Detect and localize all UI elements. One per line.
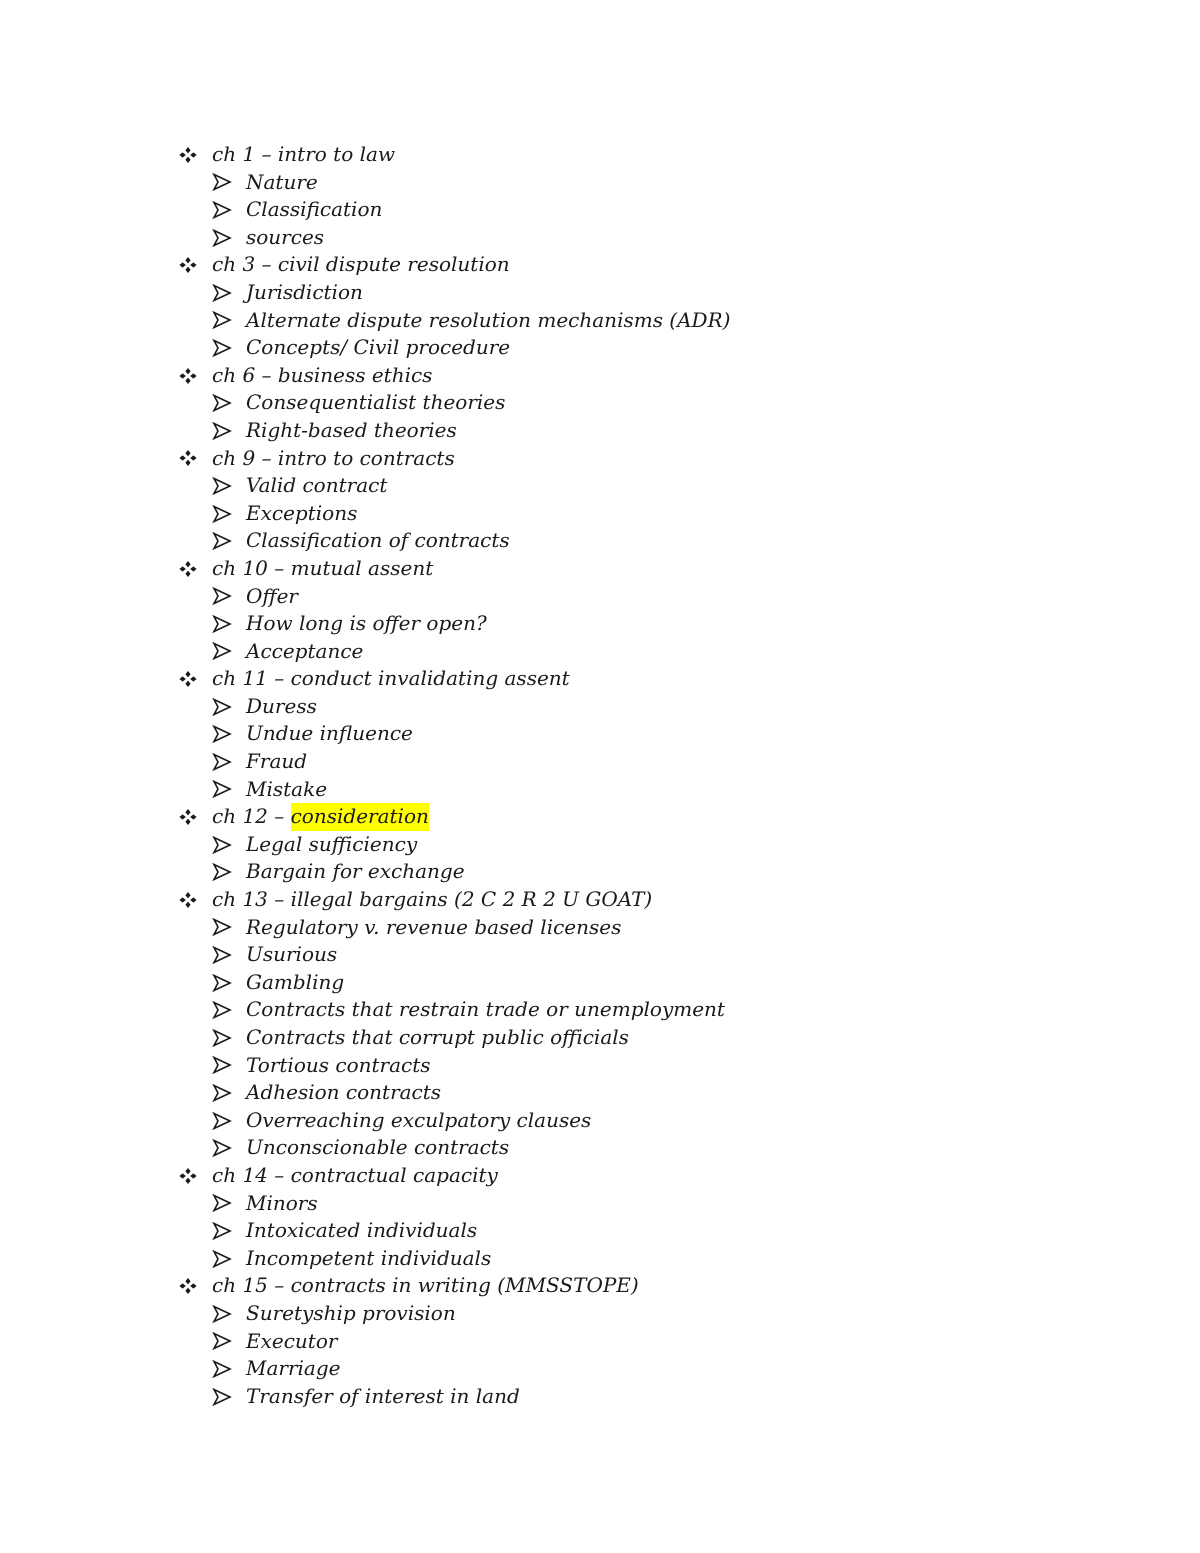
topic-label: Right-based theories [246,417,457,442]
arrowhead-bullet-icon [212,229,234,247]
topic-label: Regulatory v. revenue based licenses [246,914,622,939]
arrowhead-bullet-icon [212,173,234,191]
chapter-heading [178,1272,1078,1300]
topic-label: Classification [246,197,383,222]
arrowhead-bullet-icon [212,1139,234,1157]
four-diamond-bullet-icon [178,891,200,909]
topic-label: Usurious [246,942,338,967]
topic-item [178,693,1078,721]
chapter-heading [178,445,1078,473]
topic-item [178,279,1078,307]
topic-label: Undue influence [246,721,413,746]
chapter-title: ch 6 – business ethics [212,362,433,387]
arrowhead-bullet-icon [212,1388,234,1406]
arrowhead-bullet-icon [212,394,234,412]
topic-item [178,831,1078,859]
arrowhead-bullet-icon [212,477,234,495]
four-diamond-bullet-icon [178,449,200,467]
topic-item [178,941,1078,969]
topic-label: Mistake [246,776,328,801]
four-diamond-bullet-icon [178,1167,200,1185]
topic-item [178,1134,1078,1162]
arrowhead-bullet-icon [212,1084,234,1102]
topic-label: Valid contract [246,473,388,498]
topic-item [178,1079,1078,1107]
topic-label: Concepts/ Civil procedure [246,335,511,360]
topic-label: Tortious contracts [246,1052,431,1077]
chapter-heading [178,803,1078,831]
arrowhead-bullet-icon [212,1001,234,1019]
arrowhead-bullet-icon [212,1112,234,1130]
arrowhead-bullet-icon [212,284,234,302]
arrowhead-bullet-icon [212,1360,234,1378]
topic-label: Nature [246,169,318,194]
topic-item [178,417,1078,445]
arrowhead-bullet-icon [212,946,234,964]
topic-item [178,196,1078,224]
arrowhead-bullet-icon [212,339,234,357]
topic-label: Marriage [246,1356,341,1381]
topic-label: Minors [246,1190,318,1215]
four-diamond-bullet-icon [178,146,200,164]
arrowhead-bullet-icon [212,422,234,440]
topic-label: Classification of contracts [246,528,510,553]
topic-item [178,748,1078,776]
four-diamond-bullet-icon [178,670,200,688]
chapter-heading [178,665,1078,693]
highlighted-text: consideration [291,803,429,831]
topic-item [178,1052,1078,1080]
arrowhead-bullet-icon [212,918,234,936]
topic-label: Transfer of interest in land [246,1383,520,1408]
topic-item [178,1355,1078,1383]
chapter-outline [178,141,1078,1410]
topic-item [178,1024,1078,1052]
four-diamond-bullet-icon [178,808,200,826]
chapter-heading [178,251,1078,279]
chapter-title: ch 9 – intro to contracts [212,445,455,470]
arrowhead-bullet-icon [212,311,234,329]
topic-label: sources [246,224,325,249]
arrowhead-bullet-icon [212,1305,234,1323]
topic-label: Executor [246,1328,338,1353]
topic-label: Fraud [246,749,308,774]
chapter-heading [178,886,1078,914]
arrowhead-bullet-icon [212,642,234,660]
chapter-heading [178,141,1078,169]
topic-label: Adhesion contracts [246,1080,442,1105]
arrowhead-bullet-icon [212,1250,234,1268]
topic-item [178,389,1078,417]
chapter-title: ch 11 – conduct invalidating assent [212,666,570,691]
topic-label: Bargain for exchange [246,859,465,884]
chapter-heading [178,555,1078,583]
four-diamond-bullet-icon [178,367,200,385]
topic-item [178,583,1078,611]
topic-label: Exceptions [246,500,358,525]
arrowhead-bullet-icon [212,201,234,219]
topic-item [178,224,1078,252]
topic-label: Legal sufficiency [246,831,418,856]
topic-item [178,858,1078,886]
four-diamond-bullet-icon [178,560,200,578]
topic-item [178,1245,1078,1273]
topic-item [178,307,1078,335]
chapter-heading [178,1162,1078,1190]
arrowhead-bullet-icon [212,974,234,992]
topic-item [178,776,1078,804]
topic-item [178,1217,1078,1245]
topic-label: Duress [246,693,317,718]
topic-label: Contracts that corrupt public officials [246,1025,629,1049]
topic-label: How long is offer open? [246,611,487,636]
topic-label: Alternate dispute resolution mechanisms (ADR) [246,307,731,332]
arrowhead-bullet-icon [212,836,234,854]
arrowhead-bullet-icon [212,532,234,550]
topic-item [178,1300,1078,1328]
arrowhead-bullet-icon [212,780,234,798]
topic-item [178,1107,1078,1135]
topic-label: Overreaching exculpatory clauses [246,1107,592,1132]
arrowhead-bullet-icon [212,1029,234,1047]
topic-item [178,527,1078,555]
topic-item [178,720,1078,748]
topic-label: Intoxicated individuals [246,1218,478,1243]
topic-item [178,472,1078,500]
topic-item [178,1328,1078,1356]
topic-item [178,169,1078,197]
chapter-title: ch 14 – contractual capacity [212,1162,498,1187]
topic-label: Offer [246,583,298,608]
topic-label: Consequentialist theories [246,390,506,415]
topic-label: Acceptance [246,638,364,663]
four-diamond-bullet-icon [178,1277,200,1295]
arrowhead-bullet-icon [212,725,234,743]
arrowhead-bullet-icon [212,587,234,605]
topic-item [178,500,1078,528]
topic-item [178,638,1078,666]
topic-item [178,996,1078,1024]
topic-label: Suretyship provision [246,1300,456,1325]
arrowhead-bullet-icon [212,698,234,716]
arrowhead-bullet-icon [212,753,234,771]
chapter-title: ch 15 – contracts in writing (MMSSTOPE) [212,1273,639,1298]
topic-label: Incompetent individuals [246,1245,492,1270]
topic-label: Contracts that restrain trade or unemployment [246,997,725,1022]
chapter-title: ch 12 – [212,804,291,829]
arrowhead-bullet-icon [212,615,234,633]
arrowhead-bullet-icon [212,1332,234,1350]
topic-label: Gambling [246,969,345,994]
chapter-title: ch 13 – illegal bargains (2 C 2 R 2 U GOAT) [212,887,653,912]
topic-item [178,914,1078,942]
arrowhead-bullet-icon [212,1056,234,1074]
arrowhead-bullet-icon [212,1222,234,1240]
topic-item [178,1190,1078,1218]
topic-item [178,610,1078,638]
chapter-heading [178,362,1078,390]
arrowhead-bullet-icon [212,505,234,523]
arrowhead-bullet-icon [212,863,234,881]
topic-item [178,334,1078,362]
arrowhead-bullet-icon [212,1194,234,1212]
chapter-title: ch 10 – mutual assent [212,555,434,580]
topic-item [178,1383,1078,1411]
chapter-title: ch 1 – intro to law [212,142,396,166]
topic-item [178,969,1078,997]
four-diamond-bullet-icon [178,256,200,274]
topic-label: Jurisdiction [246,279,363,304]
topic-label: Unconscionable contracts [246,1135,510,1160]
chapter-title: ch 3 – civil dispute resolution [212,252,510,277]
